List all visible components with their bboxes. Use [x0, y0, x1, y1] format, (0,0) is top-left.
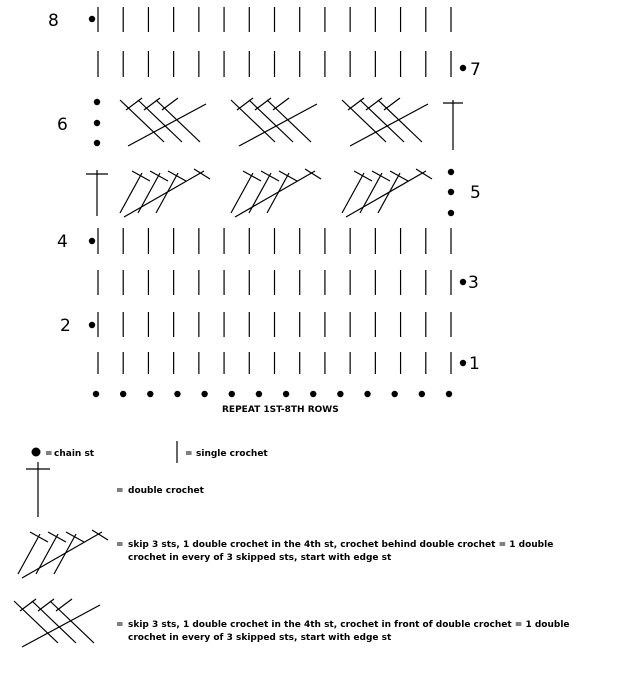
cross-stitch-bar	[144, 98, 160, 110]
turning-chain-stitch	[89, 238, 95, 244]
chain-stitch-symbol	[32, 448, 41, 457]
foundation-chain-stitch	[391, 391, 397, 397]
legend-chain-label: chain st	[54, 449, 95, 459]
cross-stitch-bar	[237, 98, 253, 110]
turning-chain-stitch	[448, 189, 454, 195]
legend-chain-st	[32, 448, 95, 460]
turning-chain-stitch	[94, 120, 100, 126]
cross-stitch-bar	[416, 169, 432, 179]
turning-chain-stitch	[94, 99, 100, 105]
cross-stitch-bar	[390, 171, 408, 181]
legend-cross-behind-equals: =	[116, 540, 124, 550]
row-label-1: 1	[469, 354, 480, 374]
legend-cross-behind-line1: skip 3 sts, 1 double crochet in the 4th st, crochet behind double crochet = 1 double	[128, 540, 554, 550]
legend-cross-front-line2: crochet in every of 3 skipped sts, start with edge st	[128, 633, 392, 643]
cross-stitch-stroke	[120, 100, 164, 142]
foundation-chain-stitch	[283, 391, 289, 397]
cross-stitch-stroke	[18, 534, 40, 574]
cross-stitch-long-stroke	[346, 171, 426, 217]
cross-stitch-bar	[92, 530, 108, 540]
legend-sc-label: single crochet	[196, 449, 268, 459]
legend-chain-equals: =	[45, 449, 53, 459]
cross-stitch-stroke	[342, 100, 386, 142]
turning-chain-stitch	[460, 360, 466, 366]
foundation-chain-stitch	[364, 391, 370, 397]
legend-dc-label: double crochet	[128, 486, 204, 496]
cross-stitch-bar	[66, 532, 84, 542]
turning-chain-stitch	[94, 140, 100, 146]
cross-stitch-stroke	[342, 173, 364, 213]
cross-stitch-long-stroke	[235, 171, 315, 217]
cross-stitch-group	[231, 98, 317, 146]
repeat-caption: REPEAT 1ST-8TH ROWS	[222, 405, 339, 415]
foundation-chain-stitch	[256, 391, 262, 397]
foundation-chain-stitch	[229, 391, 235, 397]
cross-stitch-bar	[194, 169, 210, 179]
row-label-3: 3	[468, 273, 479, 293]
cross-stitch-bar	[30, 532, 48, 542]
foundation-chain-stitch	[120, 391, 126, 397]
cross-stitch-stroke	[14, 601, 58, 643]
cross-stitch-stroke	[231, 100, 275, 142]
cross-behind-symbol	[18, 530, 108, 578]
cross-stitch-long-stroke	[124, 171, 204, 217]
cross-stitch-bar	[279, 171, 297, 181]
cross-stitch-stroke	[267, 100, 311, 142]
legend-double-crochet	[26, 462, 205, 517]
turning-chain-stitch	[448, 169, 454, 175]
cross-stitch-stroke	[54, 534, 76, 574]
cross-stitch-bar	[48, 532, 66, 542]
foundation-chain-stitch	[419, 391, 425, 397]
cross-stitch-bar	[56, 599, 72, 611]
cross-stitch-bar	[132, 171, 150, 181]
turning-chain-stitch	[460, 279, 466, 285]
cross-stitch-bar	[372, 171, 390, 181]
cross-stitch-bar	[273, 98, 289, 110]
cross-stitch-bar	[162, 98, 178, 110]
row-label-4: 4	[57, 232, 68, 252]
row-label-5: 5	[470, 183, 481, 203]
cross-stitch-bar	[354, 171, 372, 181]
cross-stitch-stroke	[231, 173, 253, 213]
legend-single-crochet	[177, 441, 268, 463]
row-label-7: 7	[470, 60, 481, 80]
cross-stitch-bar	[384, 98, 400, 110]
cross-stitch-stroke	[378, 173, 400, 213]
legend-cross-front-line1: skip 3 sts, 1 double crochet in the 4th st, crochet in front of double crochet = 1 double	[128, 620, 570, 630]
legend-cross-front	[14, 599, 570, 647]
foundation-chain-stitch	[337, 391, 343, 397]
foundation-chain-stitch	[310, 391, 316, 397]
cross-stitch-bar	[305, 169, 321, 179]
foundation-chain-stitch	[93, 391, 99, 397]
cross-stitch-bar	[168, 171, 186, 181]
cross-stitch-stroke	[378, 100, 422, 142]
cross-stitch-bar	[261, 171, 279, 181]
cross-front-symbol	[14, 599, 100, 647]
cross-stitch-stroke	[50, 601, 94, 643]
chart-marks	[86, 7, 466, 397]
foundation-chain-stitch	[446, 391, 452, 397]
cross-stitch-group	[231, 169, 321, 217]
cross-stitch-long-stroke	[22, 532, 102, 578]
row-label-2: 2	[60, 316, 71, 336]
cross-stitch-group	[342, 169, 432, 217]
turning-chain-stitch	[89, 322, 95, 328]
cross-stitch-bar	[20, 599, 36, 611]
foundation-chain-stitch	[174, 391, 180, 397]
legend-cross-behind	[18, 530, 553, 578]
cross-stitch-bar	[348, 98, 364, 110]
row-label-6: 6	[57, 115, 68, 135]
legend-sc-equals: =	[185, 449, 193, 459]
row-label-8: 8	[48, 11, 59, 31]
turning-chain-stitch	[448, 210, 454, 216]
cross-stitch-stroke	[156, 100, 200, 142]
legend-dc-equals: =	[116, 486, 124, 496]
turning-chain-stitch	[460, 65, 466, 71]
cross-stitch-bar	[255, 98, 271, 110]
cross-stitch-bar	[150, 171, 168, 181]
legend-cross-front-equals: =	[116, 620, 124, 630]
cross-stitch-bar	[366, 98, 382, 110]
foundation-chain-stitch	[201, 391, 207, 397]
cross-stitch-bar	[243, 171, 261, 181]
cross-stitch-group	[120, 98, 206, 146]
foundation-chain-stitch	[147, 391, 153, 397]
cross-stitch-stroke	[267, 173, 289, 213]
cross-stitch-stroke	[156, 173, 178, 213]
legend-cross-behind-line2: crochet in every of 3 skipped sts, start with edge st	[128, 553, 392, 563]
turning-chain-stitch	[89, 16, 95, 22]
cross-stitch-bar	[126, 98, 142, 110]
cross-stitch-group	[342, 98, 428, 146]
cross-stitch-group	[120, 169, 210, 217]
cross-stitch-bar	[38, 599, 54, 611]
cross-stitch-stroke	[120, 173, 142, 213]
